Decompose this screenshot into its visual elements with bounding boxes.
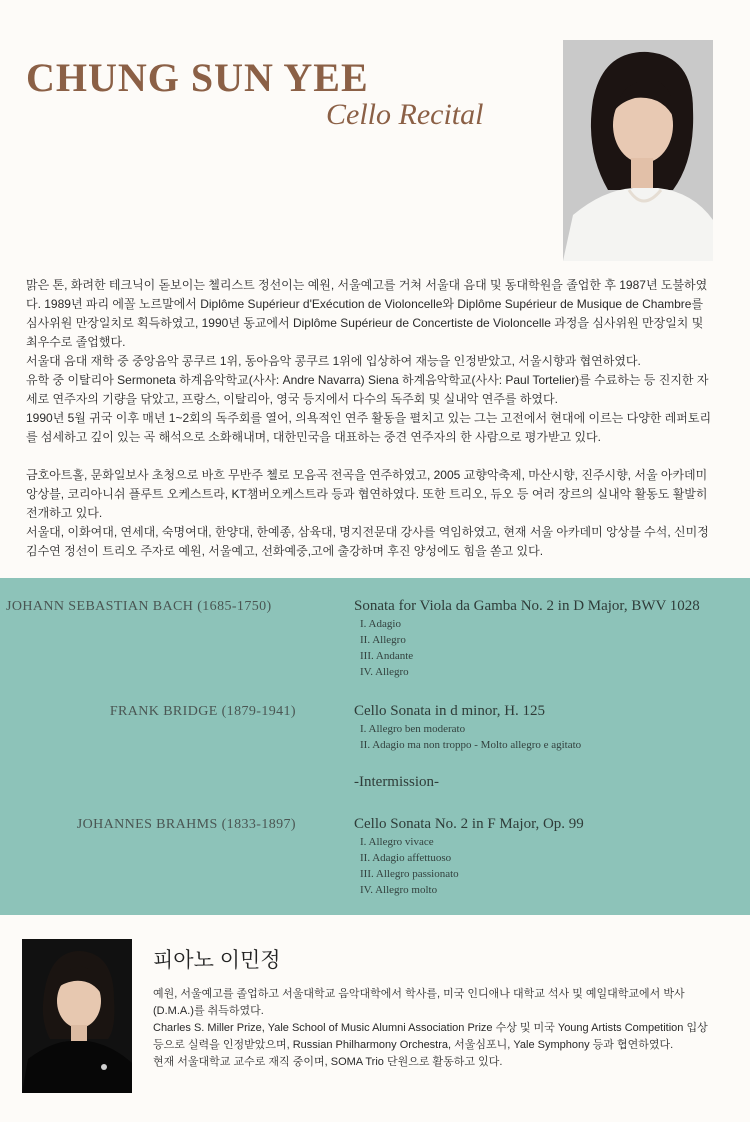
pianist-portrait-image [22, 939, 132, 1093]
paragraph-gap [26, 447, 714, 466]
pianist-title: 피아노 이민정 [153, 949, 281, 972]
movement-item: I. Adagio [360, 618, 401, 630]
composer-bach: JOHANN SEBASTIAN BACH (1685-1750) [6, 599, 272, 614]
bio-paragraph: 유학 중 이탈리아 Sermoneta 하계음악학교(사사: Andre Navarra) Siena 하계음악학교(사사: Paul Tortelier)를 수료하는 등 진지한 자세로 연주자의 기량을 닦았고, 프랑스, 이탈리아, 영국 등지에서 다수의 독주회 및 실내악 연주를 하였다. [26, 373, 709, 406]
movement-item: I. Allegro vivace [360, 836, 434, 848]
movement-item: III. Andante [360, 650, 414, 662]
page-title: CHUNG SUN YEE [26, 55, 369, 100]
composer-brahms: JOHANNES BRAHMS (1833-1897) [76, 817, 296, 832]
movements-brahms [360, 834, 459, 898]
work-brahms: Cello Sonata No. 2 in F Major, Op. 99 [354, 816, 584, 832]
movement-item: III. Allegro passionato [360, 868, 459, 880]
bio-paragraph: 금호아트홀, 문화일보사 초청으로 바흐 무반주 첼로 모음곡 전곡을 연주하였고, 2005 교향악축제, 마산시향, 진주시향, 서울 아카데미앙상블, 코리아니쉬 플루트 오케스트라, KT챔버오케스트라 등과 협연하였다. 또한 트리오, 듀오 등 여러 장르의 실내악 활동도 활발히 전개하고 있다. [26, 468, 708, 520]
movement-item: II. Adagio affettuoso [360, 852, 452, 864]
cellist-portrait-image [563, 40, 713, 261]
program-panel [0, 578, 750, 915]
page-subtitle: Cello Recital [326, 98, 484, 131]
movement-item: IV. Allegro [360, 666, 409, 678]
bio-paragraph: 서울대, 이화여대, 연세대, 숙명여대, 한양대, 한예종, 삼육대, 명지전문대 강사를 역임하였고, 현재 서울 아카데미 앙상블 수석, 신미정 김수연 정선이 트리오 주자로 예원, 서울예고, 선화예중,고에 출강하며 후진 양성에도 힘을 쏟고 있다. [26, 525, 709, 558]
bio-paragraph: 서울대 음대 재학 중 중앙음악 콩쿠르 1위, 동아음악 콩쿠르 1위에 입상하여 재능을 인정받았고, 서울시향과 협연하였다. [26, 354, 641, 368]
cellist-portrait [563, 40, 713, 261]
bio-paragraph: 맑은 톤, 화려한 테크닉이 돋보이는 첼리스트 정선이는 예원, 서울예고를 거쳐 서울대 음대 및 동대학원을 졸업한 후 1987년 도불하였다. 1989년 파리 에꼴 노르말에서 Diplôme Supérieur d'Exécution de Violoncelle와 Diplôme Supérieur de Musique de Chambre를 심사위원 만장일치로 획득하였고, 1990년 동교에서 Diplôme Supérieur de Concertiste de Violoncelle 과정을 심사위원 만장일치 및 최우수로 졸업했다. [26, 278, 708, 349]
pianist-paragraph: Charles S. Miller Prize, Yale School of Music Alumni Association Prize 수상 및 미국 Young Artists Competition 입상 등으로 실력을 인정받았으며, Russian Philharmony Orchestra, 서울심포니, Yale Symphony 등과 협연하였다. [153, 1022, 708, 1051]
movement-item: I. Allegro ben moderato [360, 723, 466, 735]
work-bridge: Cello Sonata in d minor, H. 125 [354, 703, 546, 719]
work-bach: Sonata for Viola da Gamba No. 2 in D Major, BWV 1028 [354, 598, 700, 614]
cellist-biography [26, 276, 714, 561]
pianist-paragraph: 현재 서울대학교 교수로 재직 중이며, SOMA Trio 단원으로 활동하고 있다. [153, 1056, 503, 1068]
movements-bridge [360, 721, 581, 753]
movement-item: II. Adagio ma non troppo - Molto allegro e agitato [360, 739, 582, 751]
bio-paragraph: 1990년 5월 귀국 이후 매년 1~2회의 독주회를 열어, 의욕적인 연주 활동을 펼치고 있는 그는 고전에서 현대에 이르는 다양한 레퍼토리를 섬세하고 깊이 있는 곡 해석으로 소화해내며, 대한민국을 대표하는 중견 연주자의 한 사람으로 평가받고 있다. [26, 411, 712, 444]
movements-bach [360, 616, 413, 680]
movement-item: II. Allegro [360, 634, 406, 646]
pianist-paragraph: 예원, 서울예고를 졸업하고 서울대학교 음악대학에서 학사를, 미국 인디애나 대학교 석사 및 예일대학교에서 박사(D.M.A.)를 취득하였다. [153, 988, 685, 1017]
pianist-portrait [22, 939, 132, 1093]
movement-item: IV. Allegro molto [360, 884, 438, 896]
pianist-biography [153, 986, 719, 1071]
intermission-label: -Intermission- [354, 774, 439, 790]
composer-bridge: FRANK BRIDGE (1879-1941) [109, 704, 296, 719]
